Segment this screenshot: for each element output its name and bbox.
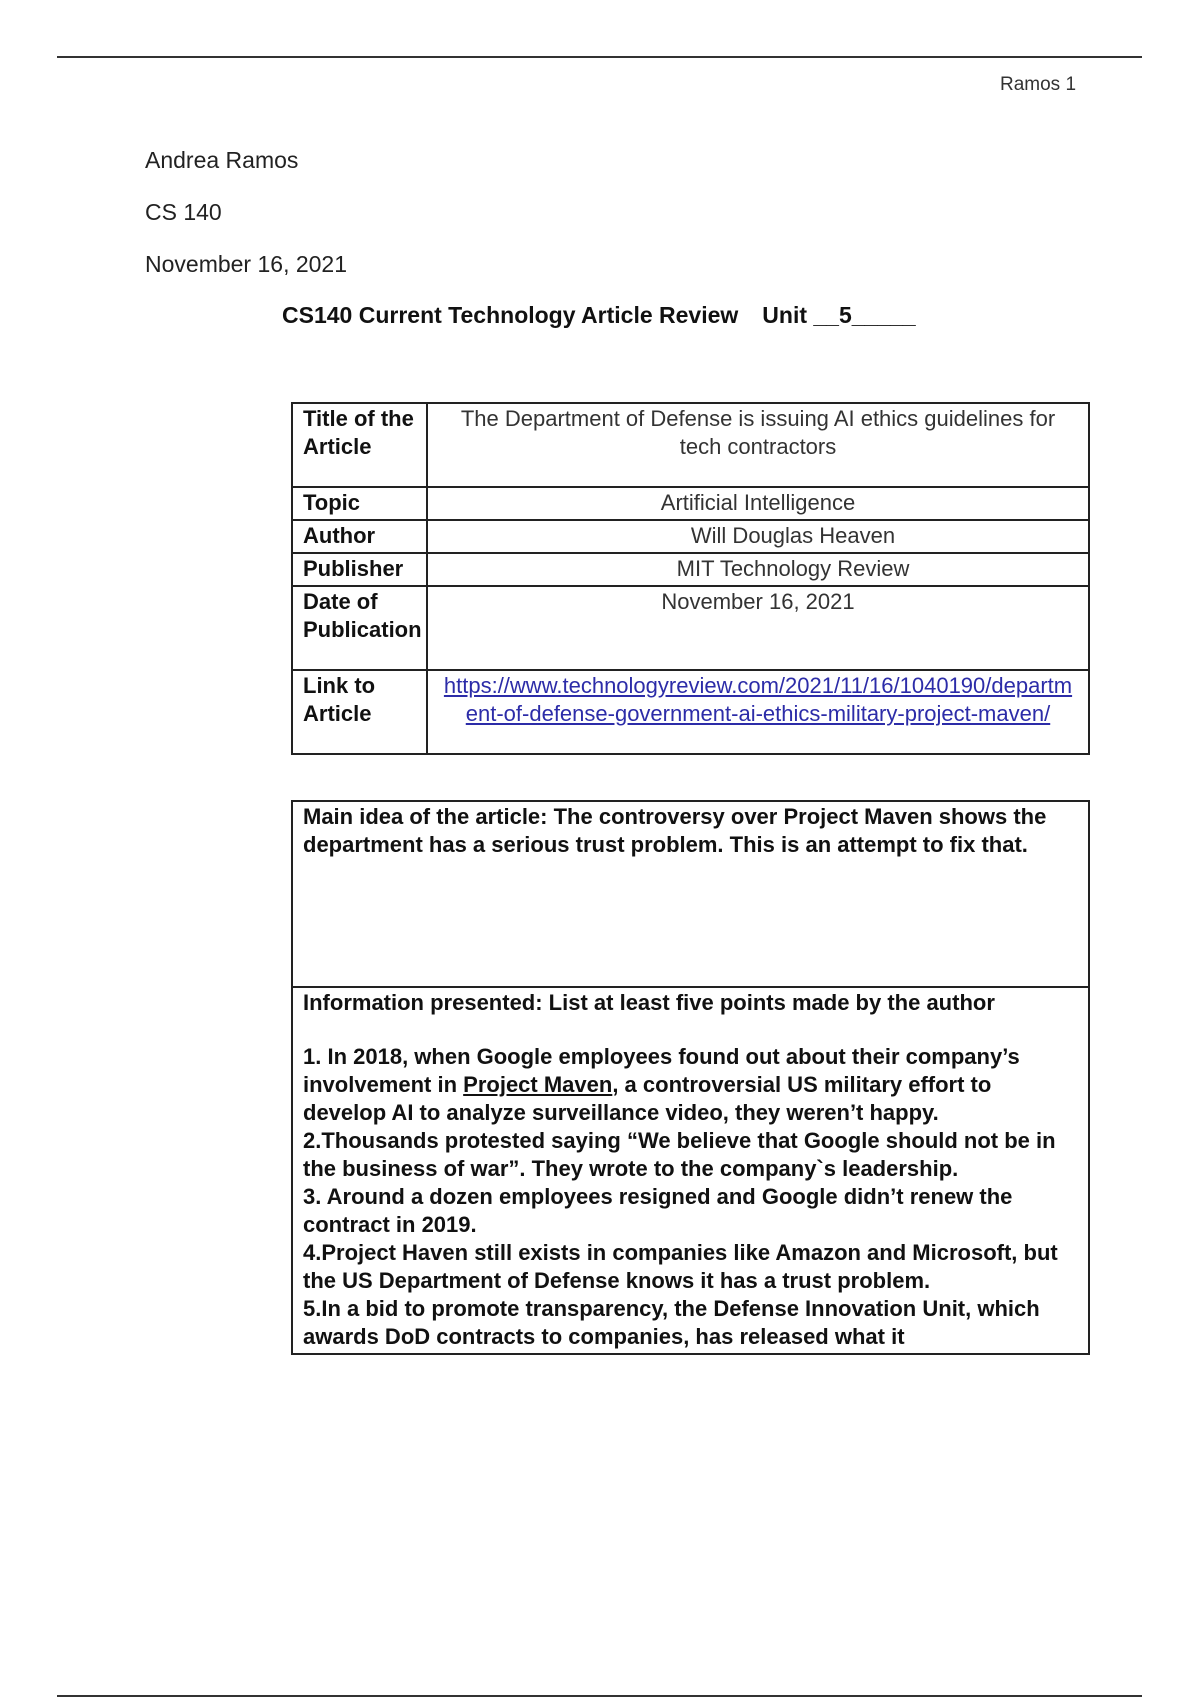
point-1 xyxy=(303,1043,1078,1127)
project-maven-link[interactable]: Project Maven xyxy=(463,1072,613,1097)
main-idea-cell: Main idea of the article: The controversy over Project Maven shows the department has a serious trust problem. This is an attempt to fix that. xyxy=(292,801,1089,987)
point-4: 4.Project Haven still exists in companies like Amazon and Microsoft, but the US Department of Defense knows it has a trust problem. xyxy=(303,1240,1058,1293)
row-label: Publisher xyxy=(292,553,427,586)
article-info-table xyxy=(291,402,1090,755)
row-label: Topic xyxy=(292,487,427,520)
topic-value: Artificial Intelligence xyxy=(427,487,1089,520)
row-label: Title of the Article xyxy=(292,403,427,487)
publication-date-value: November 16, 2021 xyxy=(427,586,1089,670)
table-row xyxy=(292,801,1089,987)
review-table xyxy=(291,800,1090,1355)
row-label: Date of Publication xyxy=(292,586,427,670)
publisher-value: MIT Technology Review xyxy=(427,553,1089,586)
table-row xyxy=(292,586,1089,670)
row-label: Link to Article xyxy=(292,670,427,754)
author-value: Will Douglas Heaven xyxy=(427,520,1089,553)
footer-rule xyxy=(57,1695,1142,1697)
student-name: Andrea Ramos xyxy=(145,147,299,173)
information-presented-cell xyxy=(292,987,1089,1354)
course-name: CS 140 xyxy=(145,199,222,225)
row-label: Author xyxy=(292,520,427,553)
point-1-text-end: , a controversial US military effort to develop AI to analyze surveillance video, they weren’t happy. xyxy=(303,1072,992,1125)
table-row xyxy=(292,987,1089,1354)
table-row xyxy=(292,520,1089,553)
article-title-value: The Department of Defense is issuing AI ethics guidelines for tech contractors xyxy=(427,403,1089,487)
header-rule xyxy=(57,56,1142,58)
table-row xyxy=(292,553,1089,586)
point-2: 2.Thousands protested saying “We believe that Google should not be in the business of war”. They wrote to the company`s leadership. xyxy=(303,1128,1056,1181)
point-1-text-start: 1. In 2018, when Google employees found out about their company’s involvement in xyxy=(303,1044,1020,1097)
point-3: 3. Around a dozen employees resigned and Google didn’t renew the contract in 2019. xyxy=(303,1184,1013,1237)
document-title xyxy=(282,302,916,329)
article-link-cell xyxy=(427,670,1089,754)
table-row xyxy=(292,403,1089,487)
submission-date: November 16, 2021 xyxy=(145,251,348,277)
document-title-text: CS140 Current Technology Article Review xyxy=(282,302,739,328)
point-5: 5.In a bid to promote transparency, the Defense Innovation Unit, which awards DoD contracts to companies, has released what it xyxy=(303,1296,1040,1349)
article-link[interactable]: https://www.technologyreview.com/2021/11/16/1040190/department-of-defense-government-ai-ethics-military-project-maven/ xyxy=(443,673,1073,726)
page-number-label: Ramos 1 xyxy=(1000,74,1077,95)
information-heading: Information presented: List at least five points made by the author xyxy=(303,990,995,1015)
table-row xyxy=(292,487,1089,520)
table-row xyxy=(292,670,1089,754)
unit-label: Unit __5_____ xyxy=(762,302,916,328)
